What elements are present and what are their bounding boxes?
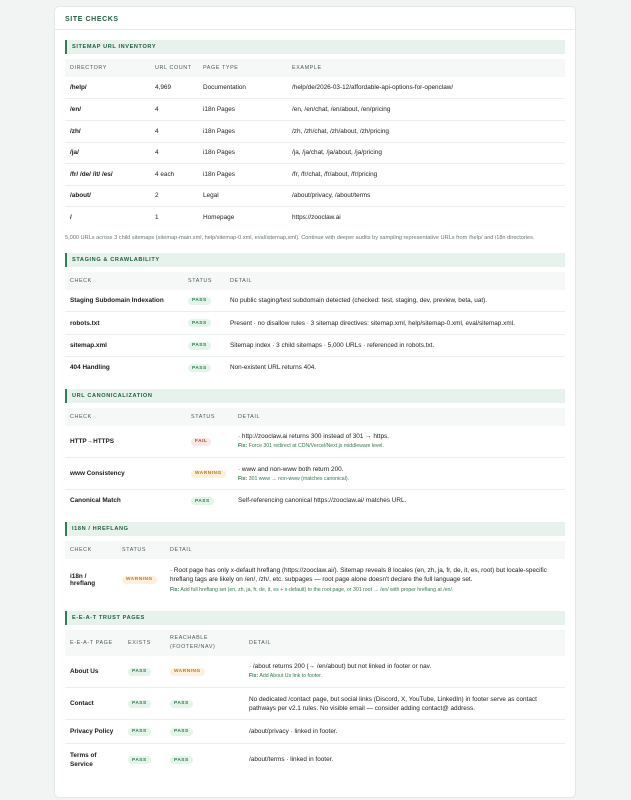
status-badge: WARNING <box>191 470 226 478</box>
table-row <box>65 688 565 720</box>
fix-label: Fix: <box>249 673 259 680</box>
check-cell: Staging Subdomain Indexation <box>65 290 183 312</box>
page-type-cell: Documentation <box>198 77 287 98</box>
eeat-table <box>65 630 565 776</box>
col-header: CHECK <box>65 272 183 290</box>
sitemap-table <box>65 59 565 228</box>
col-header: CHECK <box>65 408 186 426</box>
fix-label: Fix: <box>238 443 248 450</box>
fix-value: Add full hreflang set (en, zh, ja, fr, de, it, es + x-default) to the root page, or 301 root → /en/ with proper hreflang at /en/. <box>180 587 454 593</box>
status-badge: FAIL <box>191 438 211 446</box>
table-row <box>65 559 565 601</box>
exists-badge: PASS <box>128 728 151 736</box>
fix-value: 301 www → non-www (matches canonical). <box>248 475 350 482</box>
exists-badge: PASS <box>128 668 151 676</box>
table-row <box>65 490 565 512</box>
table-row <box>65 185 565 206</box>
col-header: E-E-A-T PAGE <box>65 630 123 656</box>
check-cell: robots.txt <box>65 312 183 335</box>
example-cell: /en, /en/chat, /en/about, /en/pricing <box>287 98 565 120</box>
col-header: EXAMPLE <box>287 59 565 77</box>
col-header: DIRECTORY <box>65 59 150 77</box>
site-checks-card <box>54 6 576 798</box>
table-row <box>65 163 565 185</box>
section-i18n-heading: I18N / HREFLANG <box>65 522 565 536</box>
table-row <box>65 357 565 379</box>
col-header: STATUS <box>186 408 233 426</box>
staging-table <box>65 272 565 379</box>
col-header: CHECK <box>65 541 117 559</box>
col-header: EXISTS <box>123 630 165 656</box>
detail-cell: Self-referencing canonical https://zooclaw.ai/ matches URL. <box>238 497 407 505</box>
fix-value: Force 301 redirect at CDN/Vercel/Next.js middleware level. <box>248 443 384 450</box>
exists-badge: PASS <box>128 700 151 708</box>
col-header: STATUS <box>117 541 165 559</box>
i18n-table <box>65 541 565 601</box>
page-cell: About Us <box>65 656 123 688</box>
example-cell: /ja, /ja/chat, /ja/about, /ja/pricing <box>287 142 565 163</box>
check-cell: sitemap.xml <box>65 335 183 357</box>
col-header: PAGE TYPE <box>198 59 287 77</box>
table-row <box>65 335 565 357</box>
fix-label: Fix: <box>170 587 180 593</box>
section-staging-heading: STAGING & CRAWLABILITY <box>65 253 565 267</box>
card-title: SITE CHECKS <box>55 7 575 30</box>
page-type-cell: i18n Pages <box>198 163 287 185</box>
status-badge: PASS <box>188 364 211 372</box>
directory-cell: /about/ <box>65 185 150 206</box>
page-cell: Contact <box>65 688 123 720</box>
detail-cell: Sitemap index · 3 child sitemaps · 5,000 URLs · referenced in robots.txt. <box>225 335 565 357</box>
table-row <box>65 142 565 163</box>
section-canonicalization-heading: URL CANONICALIZATION <box>65 389 565 403</box>
reachable-badge: PASS <box>170 728 193 736</box>
url-count-cell: 4,969 <box>150 77 198 98</box>
check-cell: i18n / hreflang <box>70 572 96 587</box>
status-badge: PASS <box>188 319 211 327</box>
detail-text: · Root page has only x-default hreflang (https://zooclaw.ai/). Sitemap reveals 8 locales (en, zh, ja, fr, de, it, es, root) but locale-specific hreflang tags are likely on /en/, /zh/, etc. subpages — root page alone doesn't declare the full language set. <box>170 567 547 583</box>
directory-cell: /help/ <box>65 77 150 98</box>
url-count-cell: 4 <box>150 142 198 163</box>
page-type-cell: Homepage <box>203 213 235 221</box>
table-row <box>65 120 565 142</box>
status-badge: WARNING <box>122 576 157 584</box>
example-cell: /help/de/2026-03-12/affordable-api-options-for-openclaw/ <box>287 77 565 98</box>
check-cell: www Consistency <box>65 458 186 490</box>
example-cell: https://zooclaw.ai <box>292 213 341 221</box>
fix-label: Fix: <box>238 475 248 482</box>
page-cell: Privacy Policy <box>65 720 123 744</box>
fix-text <box>238 443 560 449</box>
check-cell: Canonical Match <box>70 497 121 505</box>
page-type-cell: Legal <box>198 185 287 206</box>
table-row <box>65 458 565 490</box>
url-count-cell: 4 <box>150 98 198 120</box>
url-count-cell: 1 <box>155 213 159 221</box>
example-cell: /zh, /zh/chat, /zh/about, /zh/pricing <box>287 120 565 142</box>
table-row <box>65 77 565 98</box>
check-cell: 404 Handling <box>70 364 110 372</box>
col-header: DETAIL <box>233 408 565 426</box>
col-header: DETAIL <box>244 630 565 656</box>
detail-cell: /about/terms · linked in footer. <box>249 756 334 764</box>
example-cell: /about/privacy, /about/terms <box>287 185 565 206</box>
status-badge: PASS <box>188 297 211 305</box>
sitemap-note: 5,000 URLs across 3 child sitemaps (sitemap-main.xml, help/sitemap-0.xml, eval/sitemap.xml). Continue with deeper audits by sampling representative URLs from /help/ and i18n directories. <box>65 235 535 241</box>
page-type-cell: i18n Pages <box>198 98 287 120</box>
directory-cell: /en/ <box>65 98 150 120</box>
table-row <box>65 312 565 335</box>
table-row <box>65 426 565 458</box>
status-badge: PASS <box>188 342 211 350</box>
table-row <box>65 720 565 744</box>
fix-text <box>170 587 560 593</box>
directory-cell: /zh/ <box>65 120 150 142</box>
directory-cell: /ja/ <box>65 142 150 163</box>
page-cell: Terms of Service <box>70 751 97 768</box>
fix-text <box>249 673 560 679</box>
status-badge: PASS <box>191 497 214 505</box>
url-count-cell: 2 <box>150 185 198 206</box>
col-header: DETAIL <box>165 541 565 559</box>
directory-cell: / <box>70 213 72 221</box>
detail-cell: Non-existent URL returns 404. <box>230 364 317 372</box>
detail-cell: No dedicated /contact page, but social links (Discord, X, YouTube, LinkedIn) in footer serve as contact pathways per v2.1 rules. No visible email — consider adding contact@ address. <box>244 688 565 720</box>
reachable-badge: PASS <box>170 756 193 764</box>
directory-cell: /fr/ /de/ /it/ /es/ <box>65 163 150 185</box>
url-count-cell: 4 each <box>150 163 198 185</box>
check-cell: HTTP→HTTPS <box>65 426 186 458</box>
detail-cell: No public staging/test subdomain detected (checked: test, staging, dev, preview, beta, uat). <box>225 290 565 312</box>
section-sitemap-heading: SITEMAP URL INVENTORY <box>65 40 565 54</box>
page-type-cell: i18n Pages <box>198 142 287 163</box>
col-header: DETAIL <box>225 272 565 290</box>
detail-text: · www and non-www both return 200. <box>238 465 344 473</box>
canonicalization-table <box>65 408 565 512</box>
page-type-cell: i18n Pages <box>198 120 287 142</box>
section-eeat-heading: E-E-A-T TRUST PAGES <box>65 611 565 625</box>
table-row <box>65 656 565 688</box>
detail-cell: /about/privacy · linked in footer. <box>244 720 565 744</box>
fix-text <box>238 476 560 482</box>
table-row <box>65 206 565 228</box>
table-row <box>65 744 565 776</box>
detail-cell: Present · no disallow rules · 3 sitemap directives: sitemap.xml, help/sitemap-0.xml, eval/sitemap.xml. <box>225 312 565 335</box>
col-header: REACHABLE (FOOTER/NAV) <box>165 630 244 656</box>
url-count-cell: 4 <box>150 120 198 142</box>
example-cell: /fr, /fr/chat, /fr/about, /fr/pricing <box>287 163 565 185</box>
exists-badge: PASS <box>128 756 151 764</box>
fix-value: Add About Us link to footer. <box>259 673 322 680</box>
reachable-badge: PASS <box>170 700 193 708</box>
col-header: STATUS <box>183 272 225 290</box>
table-row <box>65 98 565 120</box>
col-header: URL COUNT <box>150 59 198 77</box>
detail-text: · http://zooclaw.ai returns 300 instead of 301 → https. <box>238 433 389 441</box>
table-row <box>65 290 565 312</box>
detail-text: · /about returns 200 (→ /en/about) but not linked in footer or nav. <box>249 663 432 671</box>
reachable-badge: WARNING <box>170 668 205 676</box>
